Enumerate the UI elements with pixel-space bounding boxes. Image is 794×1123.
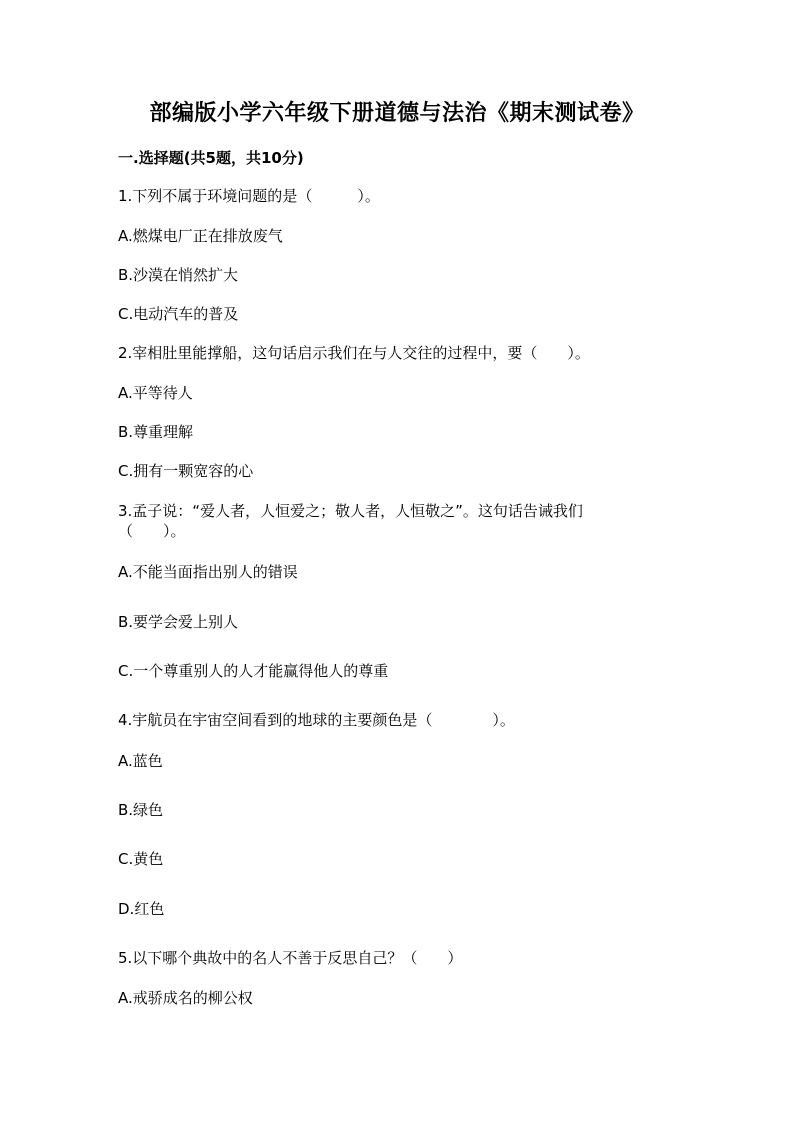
page-title: 部编版小学六年级下册道德与法治《期末测试卷》 [149,100,645,126]
section-heading: 一.选择题(共5题，共10分) [118,149,304,167]
question-4-option-b: B.绿色 [118,801,164,819]
question-4-option-c: C.黄色 [118,850,164,868]
question-3-option-c: C.一个尊重别人的人才能赢得他人的尊重 [118,662,389,680]
question-5-stem: 5.以下哪个典故中的名人不善于反思自己？（ ） [118,949,463,967]
question-1-stem: 1.下列不属于环境问题的是（ ）。 [118,187,380,205]
question-4-option-d: D.红色 [118,900,165,918]
question-1-option-a: A.燃煤电厂正在排放废气 [118,227,283,245]
question-2-option-a: A.平等待人 [118,384,193,402]
question-3-option-a: A.不能当面指出别人的错误 [118,563,298,581]
question-1-option-b: B.沙漠在悄然扩大 [118,266,239,284]
question-2-option-c: C.拥有一颗宽容的心 [118,462,254,480]
question-1-option-c: C.电动汽车的普及 [118,305,239,323]
question-4-option-a: A.蓝色 [118,752,163,770]
question-2-option-b: B.尊重理解 [118,423,194,441]
question-4-stem: 4.宇航员在宇宙空间看到的地球的主要颜色是（ ）。 [118,711,515,729]
question-5-option-a: A.戒骄成名的柳公权 [118,989,253,1007]
question-3-stem: 3.孟子说：“爱人者，人恒爱之；敬人者，人恒敬之”。这句话告诫我们（ ）。 [118,502,583,540]
question-3-option-b: B.要学会爱上别人 [118,613,239,631]
question-2-stem: 2.宰相肚里能撑船，这句话启示我们在与人交往的过程中，要（ ）。 [118,344,590,362]
